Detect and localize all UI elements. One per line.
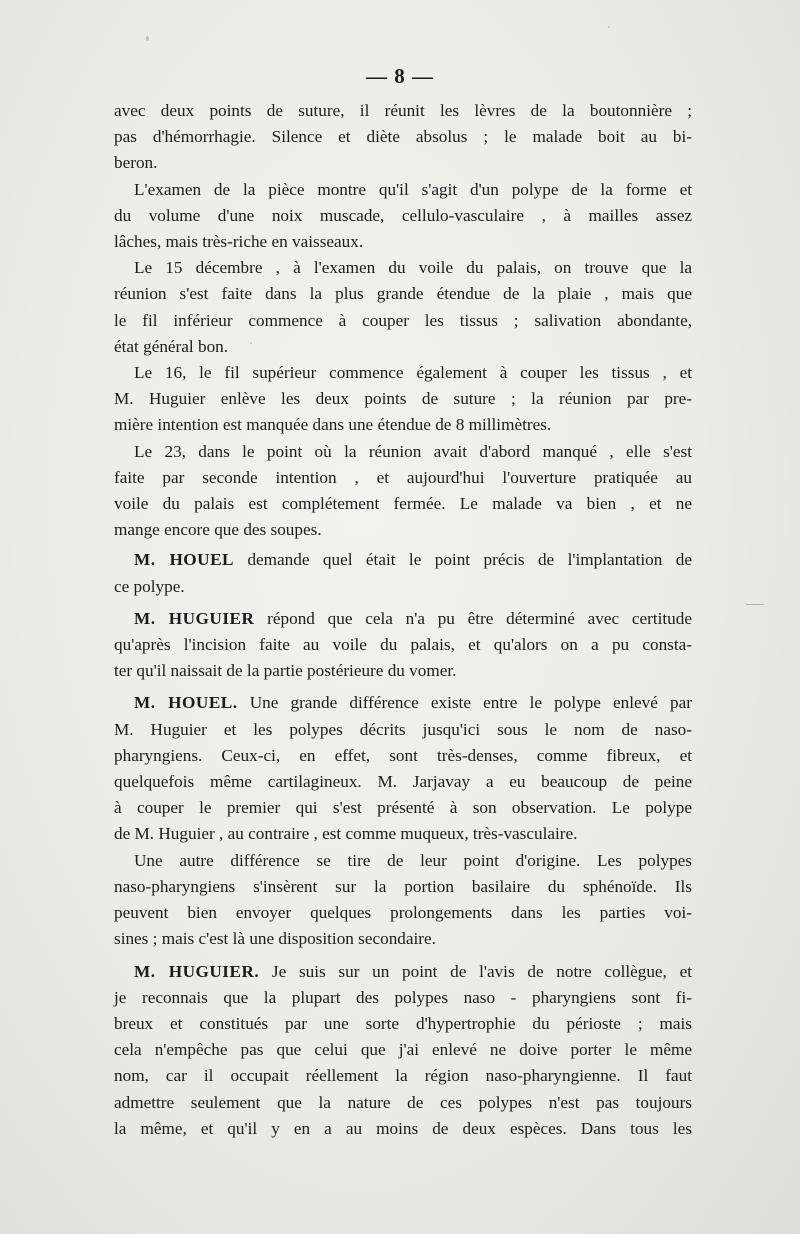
paragraph-houel-difference [114,690,692,847]
text-line: beron. [114,153,158,173]
text-fragment: Une grande différence existe entre le polype enlevé par [237,693,692,713]
text-line: lâches, mais très-riche en vaisseaux. [114,232,364,252]
text-line: pharyngiens. Ceux-ci, en effet, sont très-denses, comme fibreux, et [114,745,692,765]
text-line: cela n'empêche pas que celui que j'ai enlevé ne doive porter le même [114,1040,692,1060]
text-line: ter qu'il naissait de la partie postérieure du vomer. [114,661,457,681]
text-line [114,547,692,573]
text-line: faite par seconde intention , et aujourd'hui l'ouverture pratiquée au [114,467,692,487]
text-line: avec deux points de suture, il réunit les lèvres de la boutonnière ; [114,101,692,120]
paragraph-huguier-reply [114,606,692,685]
text-fragment: Je suis sur un point de l'avis de notre collègue, et [259,961,692,981]
text-line: breux et constitués par une sorte d'hypertrophie du périoste ; mais [114,1013,692,1033]
body-text [114,98,692,1142]
text-line: état général bon. [114,336,229,356]
paragraph-4 [114,360,692,439]
text-line: Le 16, le fil supérieur commence également à couper les tissus , et [134,363,692,383]
text-line: le fil inférieur commence à couper les tissus ; salivation abondante, [114,310,692,330]
paragraph-3 [114,255,692,360]
text-line [114,959,692,985]
text-line: la même, et qu'il y en a au moins de deux espèces. Dans tous les [114,1118,692,1138]
text-line: sines ; mais c'est là une disposition secondaire. [114,929,436,949]
text-line: L'examen de la pièce montre qu'il s'agit d'un polype de la forme et [134,179,692,199]
margin-mark [746,604,764,605]
text-line: M. Huguier et les polypes décrits jusqu'ici sous le nom de naso- [114,719,692,739]
text-line: de M. Huguier , au contraire , est comme muqueux, très-vasculaire. [114,824,578,844]
text-line: voile du palais est complétement fermée. Le malade va bien , et ne [114,494,692,514]
text-line: je reconnais que la plupart des polypes naso - pharyngiens sont fi- [114,987,692,1007]
text-line: ce polype. [114,576,185,596]
speaker-name: M. HUGUIER [134,608,255,628]
paragraph-2 [114,177,692,256]
text-line: naso-pharyngiens s'insèrent sur la portion basilaire du sphénoïde. Ils [114,876,692,896]
text-fragment: répond que cela n'a pu être déterminé avec certitude [254,608,692,628]
page-number: — 8 — [366,64,434,88]
text-line [114,690,692,716]
text-fragment: demande quel était le point précis de l'implantation de [234,550,692,570]
text-line [114,606,692,632]
text-line: Une autre différence se tire de leur point d'origine. Les polypes [134,850,692,870]
text-line: mange encore que des soupes. [114,520,322,540]
text-line: mière intention est manquée dans une étendue de 8 millimètres. [114,415,552,435]
text-line: réunion s'est faite dans la plus grande étendue de la plaie , mais que [114,284,692,304]
paragraph-huguier-response [114,959,692,1142]
text-line: à couper le premier qui s'est présenté à son observation. Le polype [114,798,692,818]
speaker-name: M. HOUEL. [134,693,238,713]
text-line: nom, car il occupait réellement la région naso-pharyngienne. Il faut [114,1066,692,1086]
text-line: Le 23, dans le point où la réunion avait d'abord manqué , elle s'est [134,441,692,461]
paragraph-origin [114,848,692,953]
speaker-name: M. HUGUIER. [134,961,260,981]
text-line: M. Huguier enlève les deux points de suture ; la réunion par pre- [114,389,692,409]
speaker-name: M. HOUEL [134,550,235,570]
text-line: admettre seulement que la nature de ces polypes n'est pas toujours [114,1092,692,1112]
scan-speck [146,36,149,41]
text-line: quelquefois même cartilagineux. M. Jarjavay a eu beaucoup de peine [114,772,692,792]
text-line: qu'après l'incision faite au voile du palais, et qu'alors on a pu consta- [114,635,692,655]
text-line: peuvent bien envoyer quelques prolongements dans les parties voi- [114,903,692,923]
scan-speck [608,26,610,28]
paragraph-houel-question [114,547,692,599]
text-line: du volume d'une noix muscade, cellulo-vasculaire , à mailles assez [114,205,692,225]
text-line: pas d'hémorrhagie. Silence et diète absolus ; le malade boit au bi- [114,127,692,147]
paragraph-1 [114,98,692,177]
paragraph-5 [114,439,692,544]
text-line: Le 15 décembre , à l'examen du voile du palais, on trouve que la [134,258,692,278]
